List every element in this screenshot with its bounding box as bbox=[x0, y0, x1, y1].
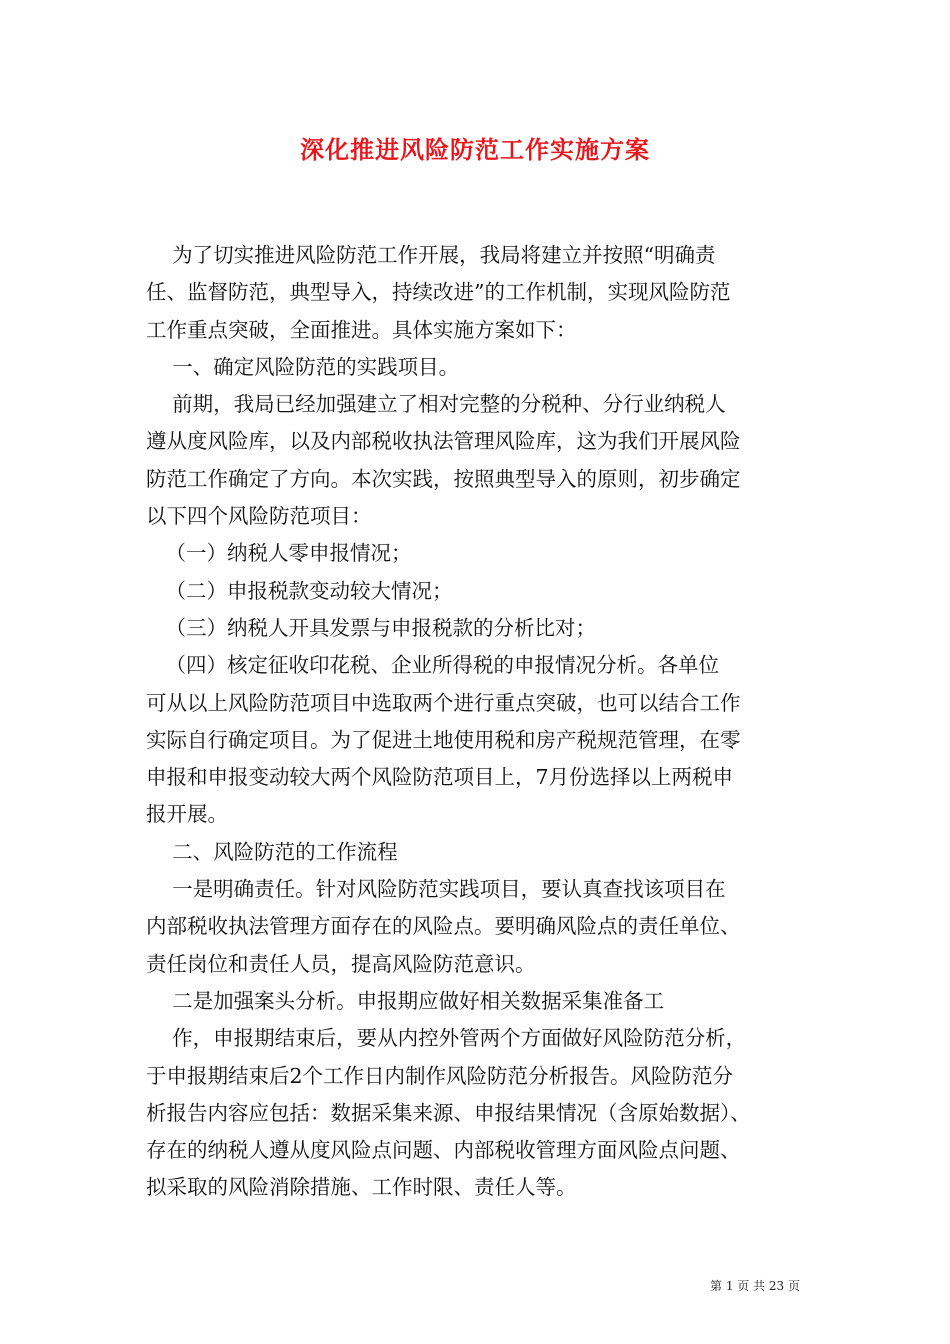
text-line: 工作重点突破，全面推进。具体实施方案如下： bbox=[146, 317, 577, 342]
text-line: （二）申报税款变动较大情况； bbox=[146, 578, 453, 603]
text-line: （四）核定征收印花税、企业所得税的申报情况分析。各单位 bbox=[146, 653, 720, 678]
text-line: 报开展。 bbox=[146, 802, 228, 827]
text-line: 防范工作确定了方向。本次实践，按照典型导入的原则，初步确定 bbox=[146, 466, 741, 491]
text-line: 存在的纳税人遵从度风险点问题、内部税收管理方面风险点问题、 bbox=[146, 1138, 741, 1163]
page-title: 深化推进风险防范工作实施方案 bbox=[300, 135, 650, 164]
text-line: 二、风险防范的工作流程 bbox=[146, 839, 398, 864]
text-line: （三）纳税人开具发票与申报税款的分析比对； bbox=[146, 615, 597, 640]
text-line: 一是明确责任。针对风险防范实践项目，要认真查找该项目在 bbox=[146, 877, 726, 902]
text-line: 拟采取的风险消除措施、工作时限、责任人等。 bbox=[146, 1175, 577, 1200]
text-line: 二是加强案头分析。申报期应做好相关数据采集准备工 bbox=[146, 988, 665, 1013]
document-body bbox=[146, 237, 806, 1207]
text-line: 责任岗位和责任人员，提高风险防范意识。 bbox=[146, 951, 536, 976]
text-line: 遵从度风险库，以及内部税收执法管理风险库，这为我们开展风险 bbox=[146, 429, 741, 454]
text-line: 可从以上风险防范项目中选取两个进行重点突破，也可以结合工作 bbox=[146, 690, 741, 715]
text-line: 内部税收执法管理方面存在的风险点。要明确风险点的责任单位、 bbox=[146, 914, 741, 939]
text-line: 任、监督防范，典型导入，持续改进”的工作机制，实现风险防范 bbox=[146, 280, 731, 305]
text-line: 以下四个风险防范项目： bbox=[146, 504, 372, 529]
text-line: 为了切实推进风险防范工作开展，我局将建立并按照“明确责 bbox=[146, 243, 716, 267]
text-line: 申报和申报变动较大两个风险防范项目上，7月份选择以上两税申 bbox=[146, 765, 734, 790]
text-line: 一、确定风险防范的实践项目。 bbox=[146, 354, 460, 379]
text-line: 作，申报期结束后，要从内控外管两个方面做好风险防范分析， bbox=[146, 1026, 747, 1051]
text-line: 析报告内容应包括：数据采集来源、申报结果情况（含原始数据）、 bbox=[146, 1100, 751, 1125]
text-line: 于申报期结束后2个工作日内制作风险防范分析报告。风险防范分 bbox=[146, 1063, 734, 1088]
text-line: 前期，我局已经加强建立了相对完整的分税种、分行业纳税人 bbox=[146, 392, 726, 417]
page-footer: 第 1 页 共 23 页 bbox=[710, 1279, 800, 1293]
text-line: 实际自行确定项目。为了促进土地使用税和房产税规范管理，在零 bbox=[146, 727, 741, 752]
text-line: （一）纳税人零申报情况； bbox=[146, 541, 412, 566]
